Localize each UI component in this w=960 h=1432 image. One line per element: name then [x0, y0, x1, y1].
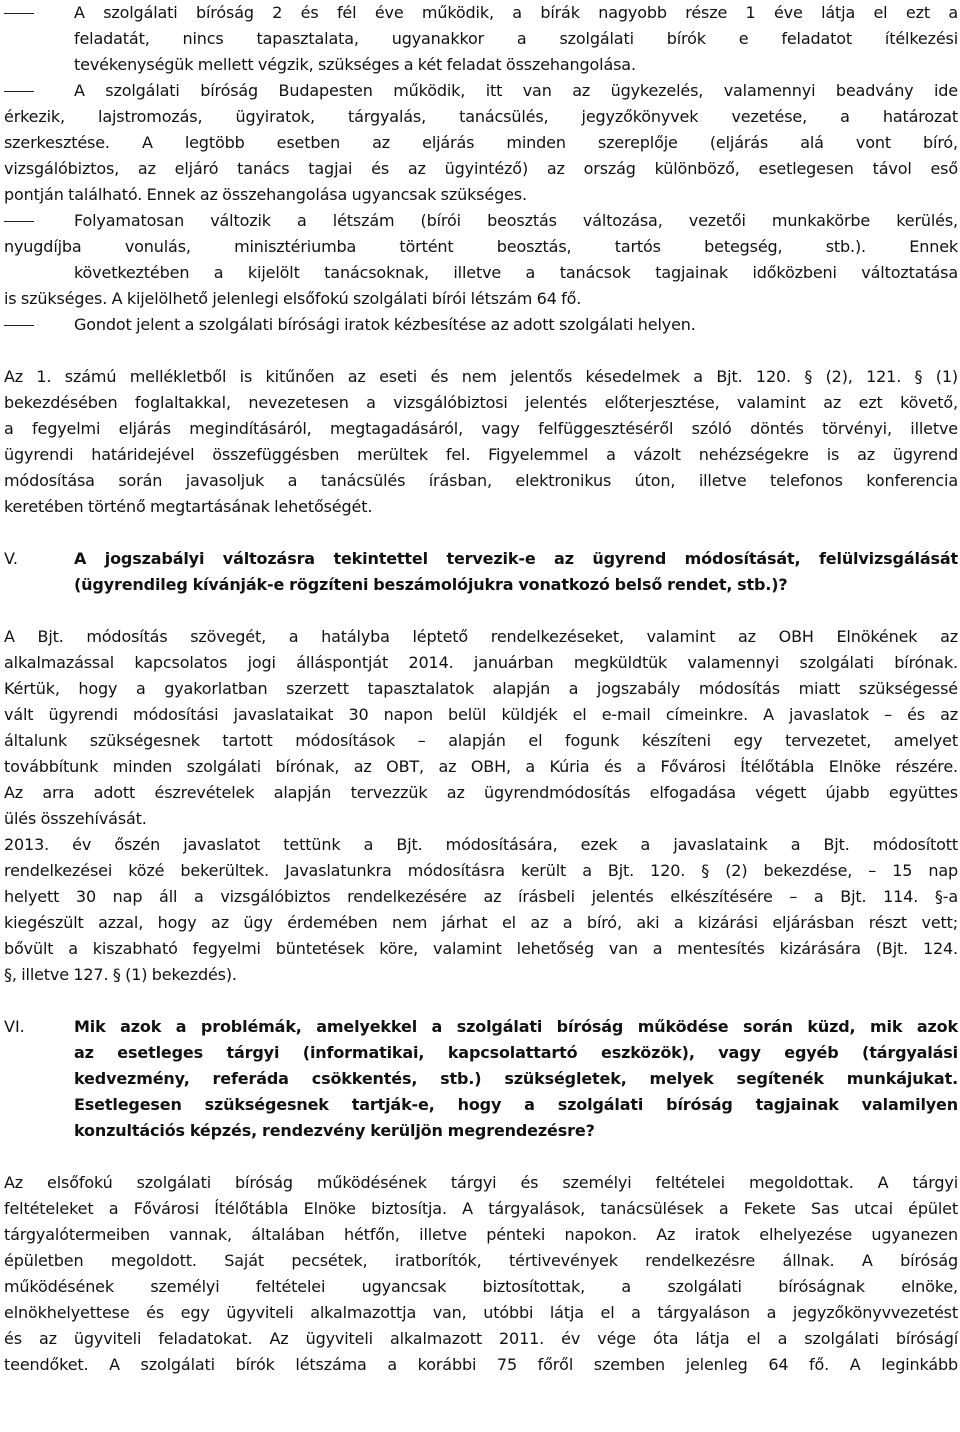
- paragraph-conditions: [4, 1170, 958, 1378]
- dash-bullet-icon: [4, 325, 34, 326]
- paragraph-line: teendőket. A szolgálati bírók létszáma a korábbi 75 főről szemben jelenleg 64 fő. A leginkább: [4, 1355, 958, 1374]
- paragraph-proposals: [4, 832, 958, 988]
- paragraph-line: vált ügyrendi módosítási javaslataikat 30 napon belül küldjék el e-mail címeinkre. A javaslatok – és az: [4, 705, 958, 724]
- spacer: [4, 1144, 958, 1170]
- section-vi-question: [4, 1014, 958, 1144]
- question-line: az esetleges tárgyi (informatikai, kapcsolattartó eszközök), vagy egyéb (tárgyalási: [74, 1043, 958, 1062]
- bullet-line: feladatát, nincs tapasztalata, ugyanakkor a szolgálati bírók e feladatot ítélkezési: [74, 29, 958, 48]
- paragraph-line: ülés összehívását.: [4, 809, 147, 828]
- paragraph-line: Az 1. számú mellékletből is kitűnően az eseti és nem jelentős késedelmek a Bjt. 120. § (2), 121. § (1): [4, 367, 958, 386]
- bullet-line: érkezik, lajstromozás, ügyiratok, tárgyalás, tanácsülés, jegyzőkönyvek vezetése, a határozat: [4, 107, 958, 126]
- question-line: A jogszabályi változásra tekintettel tervezik-e az ügyrend módosítását, felülvizsgálását: [74, 549, 958, 568]
- section-vi-number: VI.: [4, 1017, 25, 1036]
- question-line: konzultációs képzés, rendezvény kerüljön megrendezésre?: [74, 1121, 595, 1140]
- bullet-line: pontján található. Ennek az összehangolása ugyancsak szükséges.: [4, 185, 527, 204]
- paragraph-line: elnökhelyettese és egy ügyviteli alkalmazottja van, utóbbi látja el a tárgyaláson a jegyzőkönyvvezetést: [4, 1303, 958, 1322]
- paragraph-line: bekezdésében foglaltakkal, nevezetesen a vizsgálóbiztosi jelentés előterjesztése, valamint az ezt követő,: [4, 393, 958, 412]
- spacer: [4, 520, 958, 546]
- spacer: [4, 988, 958, 1014]
- bullet-line: A szolgálati bíróság 2 és fél éve működik, a bírák nagyobb része 1 éve látja el ezt a: [74, 3, 958, 22]
- paragraph-line: ügyrendi határidejével összefüggésben merültek fel. Figyelemmel a vázolt nehézségekre is az ügyrend: [4, 445, 958, 464]
- paragraph-line: a fegyelmi eljárás megindításáról, megtagadásáról, vagy felfüggesztéséről szóló döntés törvényi, illetve: [4, 419, 958, 438]
- dash-bullet-icon: [4, 13, 34, 14]
- paragraph-delays: [4, 364, 958, 520]
- bullet-item: [4, 78, 958, 208]
- section-v-number: V.: [4, 549, 18, 568]
- question-line: (ügyrendileg kívánják-e rögzíteni beszámolójukra vonatkozó belső rendet, stb.)?: [74, 575, 788, 594]
- paragraph-line: keretében történő megtartásának lehetőségét.: [4, 497, 373, 516]
- bullet-item: [4, 208, 958, 312]
- bullet-list: [4, 0, 958, 338]
- bullet-item: [4, 0, 958, 78]
- section-v: [4, 546, 958, 598]
- dash-bullet-icon: [4, 91, 34, 92]
- bullet-line: következtében a kijelölt tanácsoknak, illetve a tanácsok tagjainak időközbeni változtatása: [74, 263, 958, 282]
- paragraph-line: Az elsőfokú szolgálati bíróság működésének tárgyi és személyi feltételei megoldottak. A tárgyi: [4, 1173, 958, 1192]
- section-v-question: [4, 546, 958, 598]
- bullet-line: Gondot jelent a szolgálati bírósági iratok kézbesítése az adott szolgálati helyen.: [74, 315, 696, 334]
- question-line: Mik azok a problémák, amelyekkel a szolgálati bíróság működése során küzd, mik azok: [74, 1017, 958, 1036]
- document-page: [4, 0, 958, 1378]
- section-vi: [4, 1014, 958, 1144]
- spacer: [4, 598, 958, 624]
- question-line: Esetlegesen szükségesnek tartják-e, hogy a szolgálati bíróság tagjainak valamilyen: [74, 1095, 958, 1114]
- bullet-line: vizsgálóbiztos, az eljáró tanács tagjai és az ügyintéző) az ország különböző, esetlegesen távol eső: [4, 159, 958, 178]
- paragraph-line: §, illetve 127. § (1) bekezdés).: [4, 965, 237, 984]
- bullet-line: nyugdíjba vonulás, minisztériumba történt beosztás, tartós betegség, stb.). Ennek: [4, 237, 958, 256]
- paragraph-line: A Bjt. módosítás szövegét, a hatályba léptető rendelkezéseket, valamint az OBH Elnökének az: [4, 627, 958, 646]
- paragraph-line: tárgyalótermeiben vannak, általában hétfőn, illetve pénteki napokon. Az iratok elhelyezése ugyanezen: [4, 1225, 958, 1244]
- paragraph-line: Kértük, hogy a gyakorlatban szerzett tapasztalatok alapján a jogszabály módosítás miatt szükségessé: [4, 679, 958, 698]
- paragraph-line: működésének személyi feltételei ugyancsak biztosítottak, a szolgálati bíróságnak elnöke,: [4, 1277, 958, 1296]
- bullet-line: szerkesztése. A legtöbb esetben az eljárás minden szereplője (eljárás alá vont bíró,: [4, 133, 958, 152]
- question-line: kedvezmény, referáda csökkentés, stb.) szükségletek, melyek segítenék munkájukat.: [74, 1069, 958, 1088]
- bullet-item: [4, 312, 958, 338]
- paragraph-line: Az arra adott észrevételek alapján tervezzük az ügyrendmódosítás elfogadása végett újabb együttes: [4, 783, 958, 802]
- paragraph-line: bővült a kiszabható fegyelmi büntetések köre, valamint lehetőség van a mentesítés kizárására (Bjt. 124.: [4, 939, 958, 958]
- spacer: [4, 338, 958, 364]
- paragraph-line: rendelkezései közé bekerültek. Javaslatunkra módosításra került a Bjt. 120. § (2) bekezdése, – 15 nap: [4, 861, 958, 880]
- paragraph-line: kiegészült azzal, hogy az ügy érdemében nem járhat el az a bíró, aki a kizárási eljárásban részt vett;: [4, 913, 958, 932]
- paragraph-line: alkalmazással kapcsolatos jogi álláspontját 2014. januárban megküldtük valamennyi szolgálati bírónak.: [4, 653, 958, 672]
- bullet-line: is szükséges. A kijelölhető jelenlegi elsőfokú szolgálati bírói létszám 64 fő.: [4, 289, 582, 308]
- bullet-line: tevékenységük mellett végzik, szükséges a két feladat összehangolása.: [74, 55, 636, 74]
- paragraph-line: helyett 30 nap áll a vizsgálóbiztos rendelkezésére az írásbeli jelentés elkészítésére – a Bjt. 114. §-a: [4, 887, 958, 906]
- paragraph-amendment: [4, 624, 958, 832]
- bullet-line: Folyamatosan változik a létszám (bírói beosztás változása, vezetői munkakörbe kerülés,: [74, 211, 958, 230]
- paragraph-line: 2013. év őszén javaslatot tettünk a Bjt. módosítására, ezek a javaslataink a Bjt. módosított: [4, 835, 958, 854]
- paragraph-line: általunk szükségesnek tartott módosítások – alapján el fogunk készíteni egy tervezetet, amelyet: [4, 731, 958, 750]
- paragraph-line: módosítása során javasoljuk a tanácsülés írásban, elektronikus úton, illetve telefonos konferencia: [4, 471, 958, 490]
- bullet-line: A szolgálati bíróság Budapesten működik, itt van az ügykezelés, valamennyi beadvány ide: [74, 81, 958, 100]
- paragraph-line: továbbítunk minden szolgálati bírónak, az OBT, az OBH, a Kúria és a Fővárosi Ítélőtábla Elnöke részére.: [4, 757, 958, 776]
- paragraph-line: épületben megoldott. Saját pecsétek, iratborítók, tértivevények rendelkezésre állnak. A bíróság: [4, 1251, 958, 1270]
- dash-bullet-icon: [4, 221, 34, 222]
- paragraph-line: feltételeket a Fővárosi Ítélőtábla Elnöke biztosítja. A tárgyalások, tanácsülések a Fekete Sas utcai épület: [4, 1199, 958, 1218]
- paragraph-line: és az ügyviteli feladatokat. Az ügyviteli alkalmazott 2011. év vége óta látja el a szolgálati bíróságí: [4, 1329, 958, 1348]
